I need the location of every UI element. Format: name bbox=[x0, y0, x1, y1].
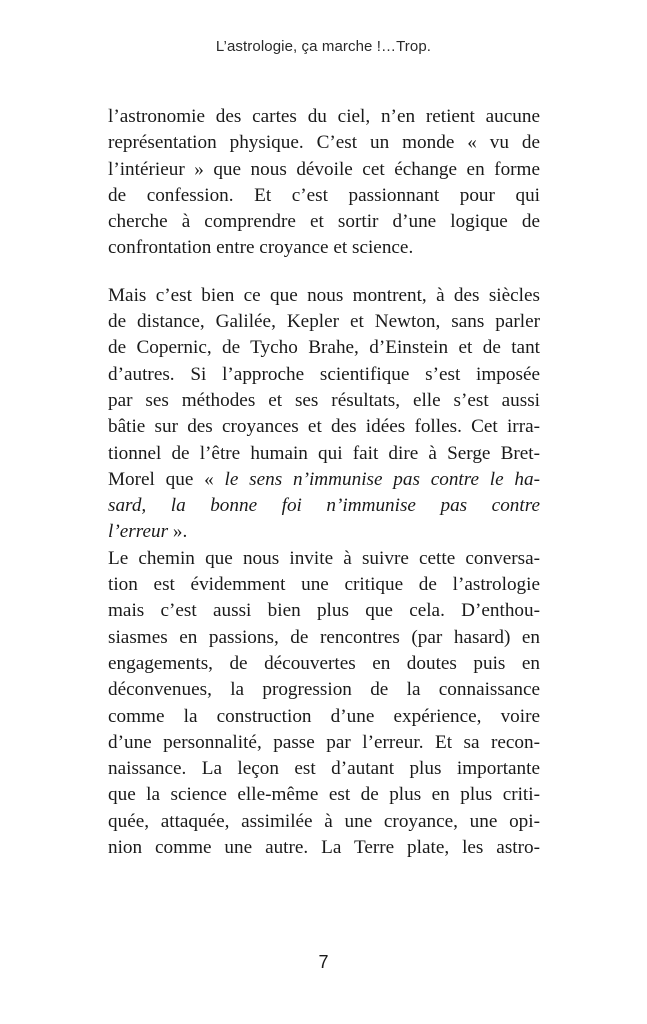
text-line: de Copernic, de Tycho Brahe, d’Einstein et de tant bbox=[108, 337, 540, 359]
quote-lead: Morel que « bbox=[108, 468, 225, 490]
text-line: confrontation entre croyance et science. bbox=[108, 237, 414, 259]
text-line bbox=[108, 493, 540, 519]
body-text bbox=[108, 104, 540, 861]
paragraph bbox=[108, 104, 540, 262]
text-line: tion est évidemment une critique de l’astrologie bbox=[108, 574, 540, 596]
text-line: de distance, Galilée, Kepler et Newton, sans parler bbox=[108, 311, 540, 333]
page-number: 7 bbox=[318, 952, 329, 972]
running-header: L’astrologie, ça marche !…Trop. bbox=[215, 38, 432, 55]
quotation-text: sard, la bonne foi n’immunise pas contre bbox=[108, 495, 540, 517]
text-line bbox=[108, 467, 540, 493]
text-line bbox=[108, 519, 540, 545]
text-line: engagements, de découvertes en doutes puis en bbox=[108, 652, 540, 674]
text-line: cherche à comprendre et sortir d’une logique de bbox=[108, 211, 540, 233]
text-line: bâtie sur des croyances et des idées folles. Cet irra- bbox=[108, 416, 540, 438]
text-line: l’astronomie des cartes du ciel, n’en retient aucune bbox=[108, 106, 540, 127]
text-line: siasmes en passions, de rencontres (par hasard) en bbox=[108, 626, 540, 648]
text-line: que la science elle-même est de plus en plus criti- bbox=[108, 784, 540, 806]
text-line: quée, attaquée, assimilée à une croyance, une opi- bbox=[108, 810, 540, 832]
text-line: mais c’est aussi bien plus que cela. D’enthou- bbox=[108, 600, 540, 622]
text-line: comme la construction d’une expérience, voire bbox=[108, 705, 540, 727]
text-line: tionnel de l’être humain qui fait dire à Serge Bret- bbox=[108, 442, 540, 464]
paragraph bbox=[108, 546, 540, 862]
paragraph-gap bbox=[108, 262, 540, 283]
quotation-text: l’erreur bbox=[108, 521, 169, 543]
quote-close: ». bbox=[168, 521, 188, 543]
text-line: d’autres. Si l’approche scientifique s’est imposée bbox=[108, 363, 540, 385]
text-line: Mais c’est bien ce que nous montrent, à des siècles bbox=[108, 284, 540, 306]
text-line: par ses méthodes et ses résultats, elle s’est aussi bbox=[108, 389, 540, 411]
text-line: représentation physique. C’est un monde « vu de bbox=[108, 132, 540, 154]
quotation-text: le sens n’immunise pas contre le ha- bbox=[224, 468, 540, 490]
text-line: l’intérieur » que nous dévoile cet échange en forme bbox=[108, 158, 540, 180]
text-line: naissance. La leçon est d’autant plus importante bbox=[108, 758, 540, 780]
text-line: de confession. Et c’est passionnant pour qui bbox=[108, 184, 540, 206]
text-line: d’une personnalité, passe par l’erreur. Et sa recon- bbox=[108, 731, 540, 753]
text-line: Le chemin que nous invite à suivre cette conversa- bbox=[108, 547, 540, 569]
text-line: déconvenues, la progression de la connaissance bbox=[108, 679, 540, 701]
paragraph bbox=[108, 283, 540, 546]
text-line: nion comme une autre. La Terre plate, les astro- bbox=[108, 837, 540, 859]
